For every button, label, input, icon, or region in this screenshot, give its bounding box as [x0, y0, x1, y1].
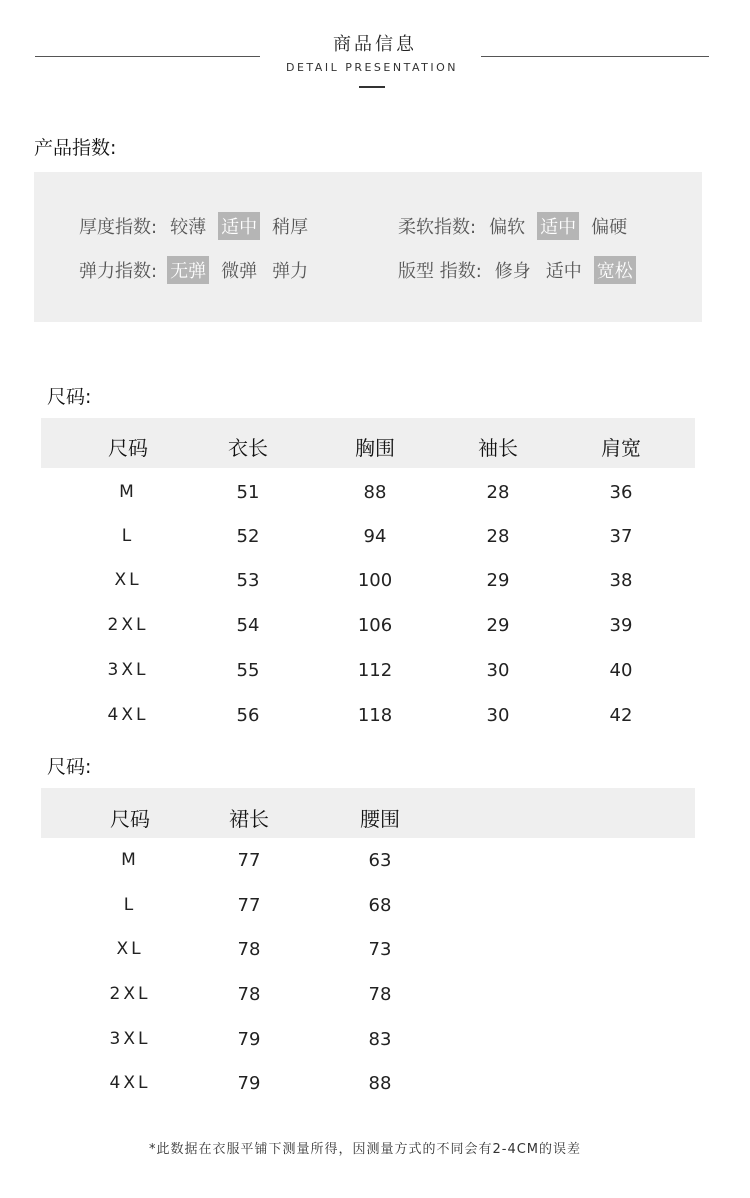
table-cell: 88	[368, 1073, 392, 1094]
index-option: 偏硬	[591, 217, 628, 238]
size-cell: 4XL	[109, 1073, 151, 1093]
size-cell: L	[121, 526, 135, 546]
header-rule-left	[35, 56, 260, 57]
index-panel	[34, 172, 702, 322]
page-title: 商品信息	[333, 34, 417, 55]
size-cell: XL	[116, 939, 144, 959]
size-cell: 3XL	[107, 660, 149, 680]
index-row-name: 柔软指数:	[398, 217, 477, 238]
table-cell: 112	[357, 660, 393, 681]
table-cell: 68	[368, 895, 392, 916]
index-row	[398, 256, 645, 284]
column-header: 尺码	[110, 807, 150, 831]
table-cell: 73	[368, 939, 392, 960]
table-cell: 28	[486, 482, 510, 503]
column-header: 衣长	[228, 436, 268, 460]
table-cell: 51	[236, 482, 260, 503]
table-cell: 37	[609, 526, 633, 547]
table-cell: 106	[357, 615, 393, 636]
size-cell: 2XL	[107, 615, 149, 635]
skirt-size-label: 尺码:	[47, 756, 92, 778]
size-cell: L	[123, 895, 137, 915]
column-header: 腰围	[360, 807, 400, 831]
table-cell: 78	[368, 984, 392, 1005]
size-cell: XL	[114, 570, 142, 590]
table-cell: 36	[609, 482, 633, 503]
table-cell: 28	[486, 526, 510, 547]
table-cell: 77	[237, 895, 261, 916]
index-option: 偏软	[489, 217, 526, 238]
size-cell: 4XL	[107, 705, 149, 725]
table-cell: 83	[368, 1029, 392, 1050]
column-header: 裙长	[229, 807, 269, 831]
table-cell: 78	[237, 939, 261, 960]
index-option: 稍厚	[272, 217, 309, 238]
index-row-name: 弹力指数:	[79, 261, 158, 282]
table-cell: 53	[236, 570, 260, 591]
table-cell: 100	[357, 570, 393, 591]
table-cell: 40	[609, 660, 633, 681]
column-header: 肩宽	[601, 436, 641, 460]
index-section-label: 产品指数:	[34, 137, 117, 159]
table-cell: 30	[486, 660, 510, 681]
header-rule-right	[481, 56, 709, 57]
size-cell: 3XL	[109, 1029, 151, 1049]
table-cell: 29	[486, 615, 510, 636]
index-option: 微弹	[221, 261, 258, 282]
index-row-name: 厚度指数:	[79, 217, 158, 238]
index-option-selected: 适中	[218, 212, 260, 240]
table-cell: 39	[609, 615, 633, 636]
table-cell: 94	[363, 526, 387, 547]
table-cell: 79	[237, 1029, 261, 1050]
column-header: 胸围	[355, 436, 395, 460]
table-cell: 54	[236, 615, 260, 636]
column-header: 袖长	[478, 436, 518, 460]
table-cell: 88	[363, 482, 387, 503]
table-cell: 38	[609, 570, 633, 591]
index-row-name: 版型 指数:	[398, 261, 482, 282]
index-option: 适中	[545, 261, 582, 282]
index-row	[398, 212, 639, 240]
table-cell: 30	[486, 705, 510, 726]
measurement-footnote: *此数据在衣服平铺下测量所得，因测量方式的不同会有2-4CM的误差	[148, 1142, 582, 1157]
table-cell: 118	[357, 705, 393, 726]
index-option: 较薄	[170, 217, 207, 238]
title-underline	[359, 86, 385, 88]
table-cell: 55	[236, 660, 260, 681]
size-cell: M	[119, 482, 137, 502]
table-cell: 52	[236, 526, 260, 547]
size-cell: 2XL	[109, 984, 151, 1004]
table-cell: 79	[237, 1073, 261, 1094]
table-cell: 77	[237, 850, 261, 871]
table-cell: 56	[236, 705, 260, 726]
index-option-selected: 适中	[537, 212, 579, 240]
table-cell: 29	[486, 570, 510, 591]
page-subtitle: DETAIL PRESENTATION	[286, 61, 458, 74]
table-cell: 63	[368, 850, 392, 871]
index-option-selected: 宽松	[594, 256, 636, 284]
index-row	[79, 212, 320, 240]
size-cell: M	[121, 850, 139, 870]
index-option: 修身	[494, 261, 531, 282]
table-cell: 78	[237, 984, 261, 1005]
table-cell: 42	[609, 705, 633, 726]
top-size-label: 尺码:	[47, 386, 92, 408]
index-option-selected: 无弹	[167, 256, 209, 284]
column-header: 尺码	[108, 436, 148, 460]
index-option: 弹力	[272, 261, 309, 282]
index-row	[79, 256, 320, 284]
